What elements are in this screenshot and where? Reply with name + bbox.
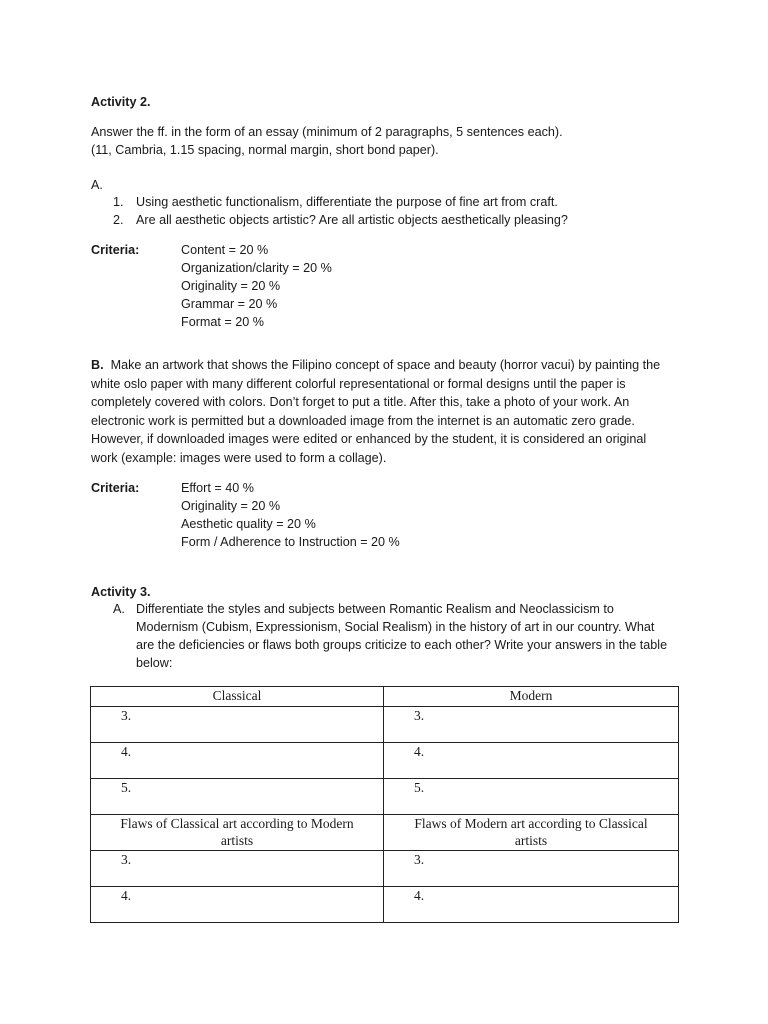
question-text: Using aesthetic functionalism, differentiate the purpose of fine art from craft.	[136, 195, 558, 209]
instruction-line-1: Answer the ff. in the form of an essay (minimum of 2 paragraphs, 5 sentences each).	[91, 125, 563, 139]
criteria-item: Form / Adherence to Instruction = 20 %	[181, 535, 400, 549]
activity3-title: Activity 3.	[91, 585, 151, 599]
answer-cell-classical[interactable]: 3.	[91, 707, 384, 743]
criteria-item: Organization/clarity = 20 %	[181, 261, 332, 275]
table-header-row	[91, 687, 679, 707]
criteria-item: Format = 20 %	[181, 315, 264, 329]
flaws-classical-header-line: Flaws of Classical art according to Modern	[120, 816, 354, 831]
answer-table	[90, 686, 679, 923]
criteria-a-label: Criteria:	[91, 243, 140, 257]
question-text: Are all aesthetic objects artistic? Are all artistic objects aesthetically pleasing?	[136, 213, 568, 227]
activity3-line: below:	[136, 656, 173, 670]
activity3-item-text	[136, 600, 667, 672]
activity3-item-label: A.	[113, 602, 125, 616]
criteria-item: Content = 20 %	[181, 243, 269, 257]
activity3-line: Differentiate the styles and subjects between Romantic Realism and Neoclassicism to	[136, 602, 614, 616]
criteria-item: Originality = 20 %	[181, 279, 281, 293]
table-row	[91, 743, 679, 779]
section-b-line: electronic work is permitted but a downloaded image from the internet is an automatic zero grade.	[91, 413, 635, 428]
flaws-classical-header	[91, 815, 384, 851]
answer-cell-classical-flaws[interactable]: 3.	[91, 851, 384, 887]
question-number: 1.	[113, 195, 124, 209]
answer-cell-classical[interactable]: 5.	[91, 779, 384, 815]
answer-cell-modern[interactable]: 5.	[384, 779, 679, 815]
answer-cell-classical-flaws[interactable]: 4.	[91, 887, 384, 923]
section-b-line: work (example: images were used to form a collage).	[91, 450, 387, 465]
header-modern: Modern	[384, 687, 679, 707]
table-row	[91, 707, 679, 743]
flaws-modern-header-line: Flaws of Modern art according to Classical	[414, 816, 648, 831]
header-classical: Classical	[91, 687, 384, 707]
section-b-line: white oslo paper with many different colorful representational or formal designs until the paper is	[91, 376, 626, 391]
criteria-item: Grammar = 20 %	[181, 297, 278, 311]
flaws-classical-header-line: artists	[220, 833, 254, 848]
question-number: 2.	[113, 213, 124, 227]
answer-cell-modern-flaws[interactable]: 3.	[384, 851, 679, 887]
criteria-item: Effort = 40 %	[181, 481, 254, 495]
activity3-line: are the deficiencies or flaws both groups criticize to each other? Write your answers in the table	[136, 638, 668, 652]
answer-cell-modern[interactable]: 3.	[384, 707, 679, 743]
instruction-line-2: (11, Cambria, 1.15 spacing, normal margin, short bond paper).	[91, 143, 439, 157]
criteria-a-list	[181, 241, 332, 331]
section-b-text: Make an artwork that shows the Filipino concept of space and beauty (horror vacui) by painting the	[110, 358, 661, 372]
criteria-item: Aesthetic quality = 20 %	[181, 517, 316, 531]
table-row	[91, 851, 679, 887]
section-a-label: A.	[91, 178, 103, 192]
section-b-line: completely covered with colors. Don’t forget to put a title. After this, take a photo of your work. An	[91, 395, 630, 410]
criteria-item: Originality = 20 %	[181, 499, 281, 513]
section-b-paragraph	[91, 356, 681, 468]
table-row	[91, 887, 679, 923]
section-b-label: B.	[91, 358, 104, 372]
answer-cell-modern-flaws[interactable]: 4.	[384, 887, 679, 923]
section-b-line-1	[91, 356, 681, 375]
criteria-b-label: Criteria:	[91, 481, 140, 495]
activity2-title: Activity 2.	[91, 95, 151, 109]
flaws-modern-header	[384, 815, 679, 851]
flaws-header-row	[91, 815, 679, 851]
section-b-line: However, if downloaded images were edited or enhanced by the student, it is considered an original	[91, 432, 647, 447]
activity3-line: Modernism (Cubism, Expressionism, Social Realism) in the history of art in our country. What	[136, 620, 655, 634]
criteria-b-list	[181, 479, 400, 551]
answer-cell-modern[interactable]: 4.	[384, 743, 679, 779]
flaws-modern-header-line: artists	[514, 833, 548, 848]
answer-cell-classical[interactable]: 4.	[91, 743, 384, 779]
table-row	[91, 779, 679, 815]
